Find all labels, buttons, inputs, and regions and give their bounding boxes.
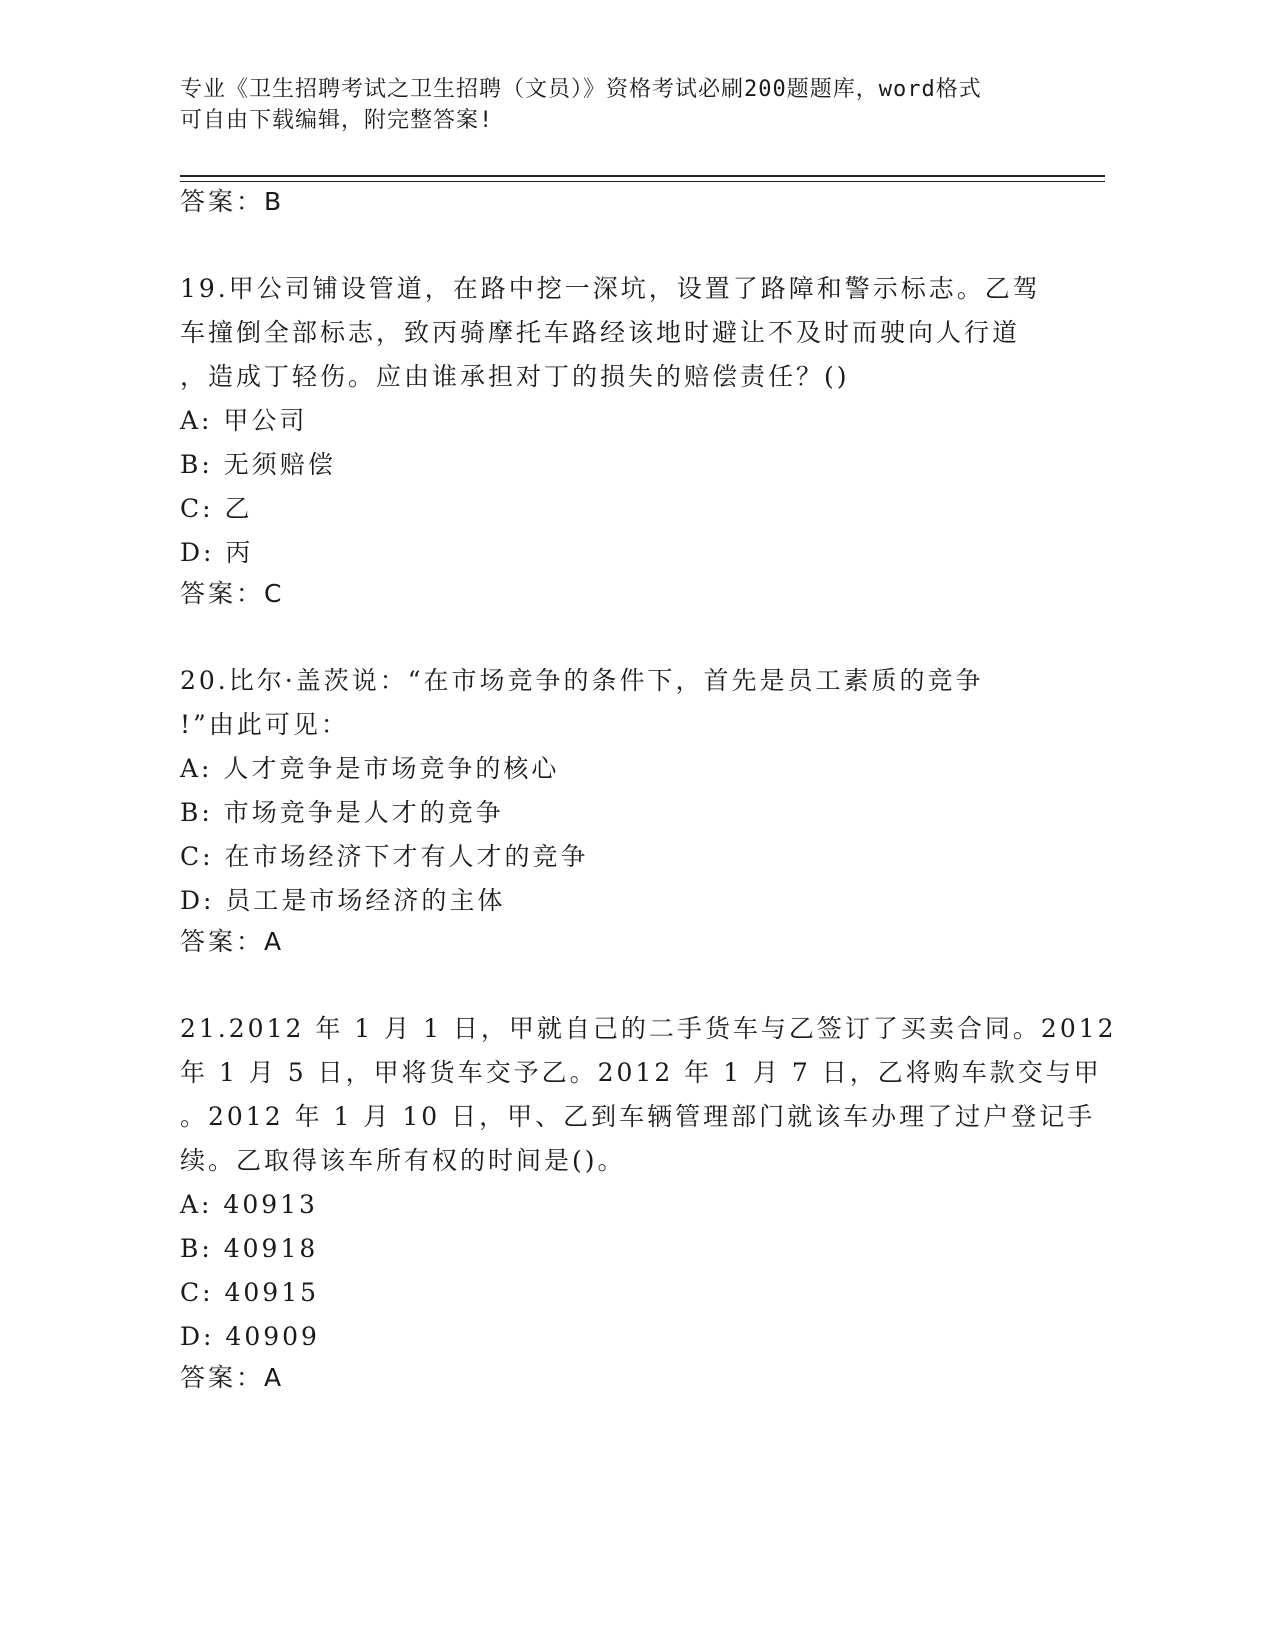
question-20	[180, 659, 1040, 923]
option-c: C: 乙	[180, 494, 253, 523]
question-21	[180, 1007, 1117, 1359]
answer-19: 答案：C	[180, 579, 285, 608]
question-text-line: 年 1 月 5 日，甲将货车交予乙。2012 年 1 月 7 日，乙将购车款交与甲	[180, 1058, 1102, 1087]
option-d: D: 丙	[180, 538, 254, 567]
question-text-line: ，造成丁轻伤。应由谁承担对丁的损失的赔偿责任？()	[180, 362, 850, 391]
question-text-line: 续。乙取得该车所有权的时间是()。	[180, 1146, 626, 1175]
option-d: D: 员工是市场经济的主体	[180, 886, 506, 915]
option-d: D: 40909	[180, 1322, 320, 1351]
document-header	[180, 74, 1040, 136]
option-b: B: 40918	[180, 1234, 319, 1263]
option-a: A: 人才竞争是市场竞争的核心	[180, 754, 560, 783]
question-text-line: 21.2012 年 1 月 1 日，甲就自己的二手货车与乙签订了买卖合同。2012	[180, 1014, 1117, 1043]
option-a: A: 40913	[180, 1190, 318, 1219]
option-a: A: 甲公司	[180, 406, 308, 435]
question-text-line: 19.甲公司铺设管道，在路中挖一深坑，设置了路障和警示标志。乙驾	[180, 274, 1041, 303]
question-text-line: !”由此可见：	[180, 710, 349, 739]
answer-20: 答案：A	[180, 927, 285, 956]
previous-answer: 答案：B	[180, 187, 285, 216]
answer-21: 答案：A	[180, 1363, 285, 1392]
header-divider-thick	[180, 175, 1105, 177]
option-b: B: 无须赔偿	[180, 450, 336, 479]
option-b: B: 市场竞争是人才的竞争	[180, 798, 504, 827]
header-line-2: 可自由下载编辑，附完整答案!	[180, 108, 494, 133]
question-text-line: 。2012 年 1 月 10 日，甲、乙到车辆管理部门就该车办理了过户登记手	[180, 1102, 1096, 1131]
option-c: C: 40915	[180, 1278, 320, 1307]
option-c: C: 在市场经济下才有人才的竞争	[180, 842, 589, 871]
header-line-1: 专业《卫生招聘考试之卫生招聘（文员）》资格考试必刷200题题库，word格式	[180, 77, 982, 102]
question-text-line: 20.比尔·盖茨说：“在市场竞争的条件下，首先是员工素质的竞争	[180, 666, 984, 695]
header-divider-thin	[180, 181, 1105, 182]
question-19	[180, 267, 1040, 575]
question-text-line: 车撞倒全部标志，致丙骑摩托车路经该地时避让不及时而驶向人行道	[180, 318, 1021, 347]
